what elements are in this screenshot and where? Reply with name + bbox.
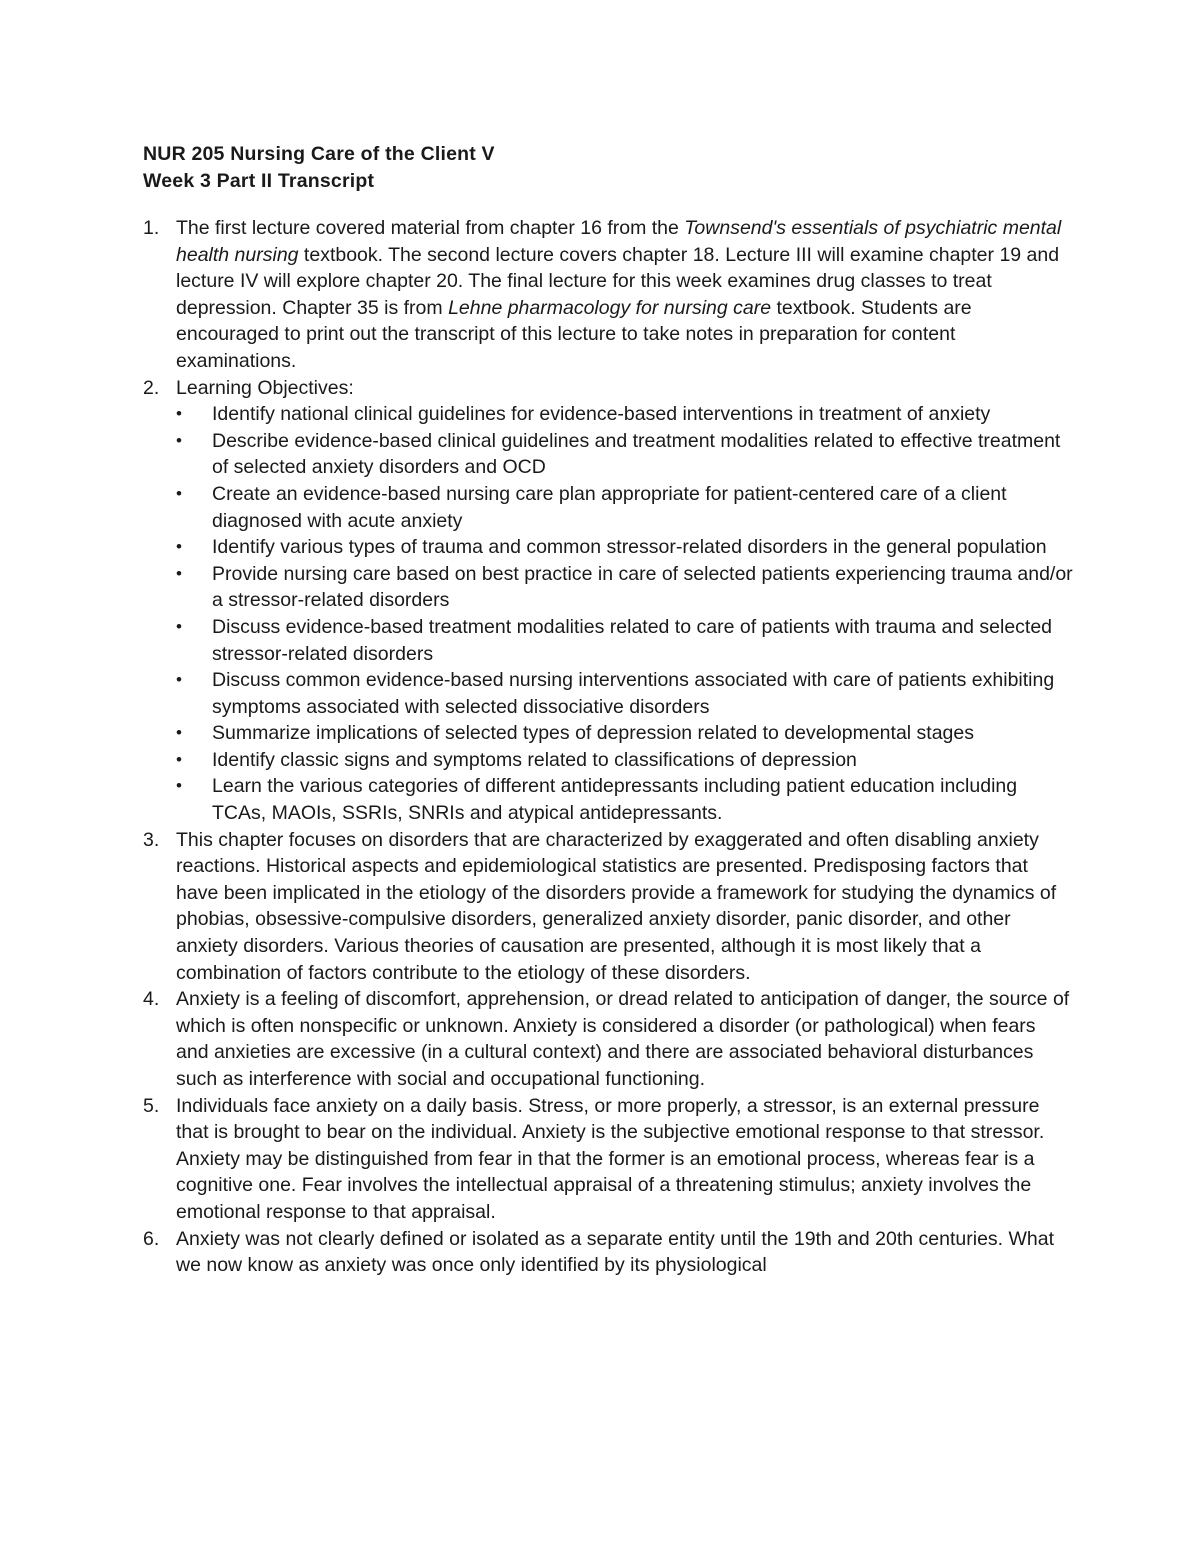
objective-text: Provide nursing care based on best practice in care of selected patients experiencing trauma and/or a stressor-related disorders [212,562,1073,612]
objective-text: Identify national clinical guidelines for evidence-based interventions in treatment of anxiety [212,403,991,426]
objective-item [176,614,1073,667]
document-header [143,141,1073,195]
objective-text: Create an evidence-based nursing care plan appropriate for patient-centered care of a client diagnosed with acute anxiety [212,482,1007,532]
item-number: 1. [143,217,160,239]
textbook-title: Townsend's essentials of psychiatric mental health nursing [176,217,1062,266]
item-text: textbook. Students are encouraged to print out the transcript of this lecture to take notes in preparation for content examinations. [176,296,972,372]
bullet-icon: • [176,563,182,583]
list-item [143,215,1073,375]
item-text: Individuals face anxiety on a daily basis. Stress, or more properly, a stressor, is an external pressure that is brought to bear on the individual. Anxiety is the subjective emotional response to that stressor. Anxiety may be distinguished from fear in that the former is an emotional process, whereas fear is a cognitive one. Fear involves the intellectual appraisal of a threatening stimulus; anxiety involves the emotional response to that appraisal. [176,1094,1045,1223]
objective-item [176,534,1073,561]
objective-text: Discuss common evidence-based nursing interventions associated with care of patients exhibiting symptoms associated with selected dissociative disorders [212,669,1055,718]
bullet-icon: • [176,537,182,557]
objective-text: Identify classic signs and symptoms related to classifications of depression [212,748,857,771]
transcript-title: Week 3 Part II Transcript [143,170,375,192]
bullet-icon: • [176,483,182,503]
objective-item [176,428,1073,481]
item-text: textbook. The second lecture covers chapter 18. Lecture III will examine chapter 19 and lecture IV will explore chapter 20. The final lecture for this week examines drug classes to treat depression. Chapter 35 is from [176,243,1060,319]
objective-item [176,481,1073,534]
bullet-icon: • [176,616,182,636]
item-number: 2. [143,376,160,399]
objectives-list [176,401,1073,827]
bullet-icon: • [176,404,182,424]
objective-item [176,667,1073,720]
bullet-icon: • [176,776,182,796]
objective-text: Discuss evidence-based treatment modalities related to care of patients with trauma and selected stressor-related disorders [212,615,1053,665]
item-number: 4. [143,988,160,1011]
item-text: Anxiety is a feeling of discomfort, apprehension, or dread related to anticipation of danger, the source of which is often nonspecific or unknown. Anxiety is considered a disorder (or pathological) when fears and anxieties are excessive (in a cultural context) and there are associated behavioral disturbances such as interference with social and occupational functioning. [176,988,1070,1090]
bullet-icon: • [176,723,182,743]
list-item [143,986,1073,1092]
bullet-icon: • [176,670,182,690]
list-item [143,1226,1073,1279]
objective-text: Describe evidence-based clinical guidelines and treatment modalities related to effective treatment of selected anxiety disorders and OCD [212,429,1061,479]
bullet-icon: • [176,430,182,450]
bullet-icon: • [176,749,182,769]
item-number: 3. [143,828,160,851]
item-number: 5. [143,1094,160,1117]
item-number: 6. [143,1227,160,1250]
objective-item [176,747,1073,774]
objective-text: Summarize implications of selected types of depression related to developmental stages [212,722,974,745]
item-text: Anxiety was not clearly defined or isolated as a separate entity until the 19th and 20th centuries. What we now know as anxiety was once only identified by its physiological [176,1227,1055,1277]
objective-text: Learn the various categories of different antidepressants including patient education including TCAs, MAOIs, SSRIs, SNRIs and atypical antidepressants. [212,775,1018,825]
transcript-list [143,215,1073,1279]
objective-item [176,773,1073,826]
objective-text: Identify various types of trauma and common stressor-related disorders in the general population [212,536,1047,559]
objective-item [176,401,1073,428]
objective-item [176,561,1073,614]
objective-item [176,720,1073,747]
list-item [143,1093,1073,1226]
item-text: The first lecture covered material from chapter 16 from the [176,217,685,239]
list-item [143,375,1073,827]
textbook-title: Lehne pharmacology for nursing care [448,296,772,319]
item-text: This chapter focuses on disorders that are characterized by exaggerated and often disabling anxiety reactions. Historical aspects and epidemiological statistics are presented. Predisposing factors that have been implicated in the etiology of the disorders provide a framework for studying the dynamics of phobias, obsessive-compulsive disorders, generalized anxiety disorder, panic disorder, and other anxiety disorders. Various theories of causation are presented, although it is most likely that a combination of factors contribute to the etiology of these disorders. [176,828,1057,984]
objectives-heading: Learning Objectives: [176,376,354,399]
course-title: NUR 205 Nursing Care of the Client V [143,143,495,165]
document-page [143,141,1073,1279]
list-item [143,827,1073,987]
